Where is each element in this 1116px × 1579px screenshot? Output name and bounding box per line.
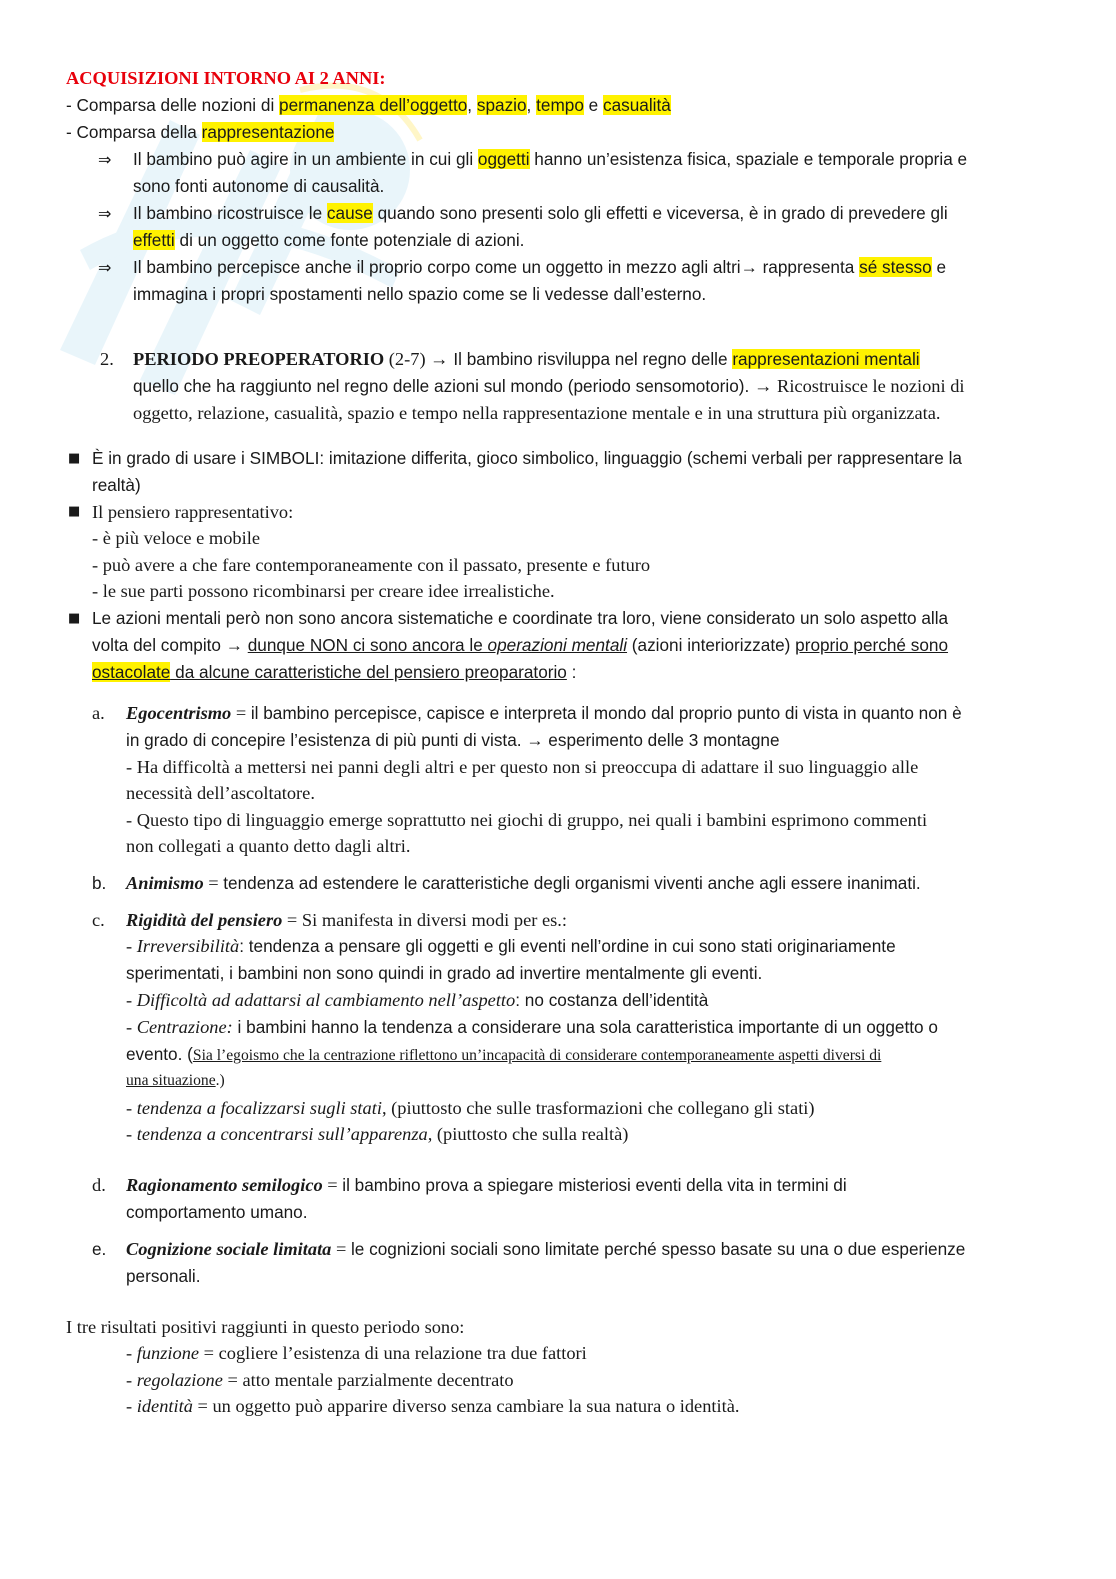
arrow-item-3: ⇒ Il bambino percepisce anche il proprio corpo come un oggetto in mezzo agli altri→ rappresenta sé stesso e immagina i propri spostamenti nello spazio come se li vedesse dall’esterno. bbox=[66, 254, 1056, 308]
intro-line-2: - Comparsa della rappresentazione bbox=[66, 122, 335, 142]
list-item-cognizione: e. Cognizione sociale limitata = le cognizioni sociali sono limitate perché spesso basate su una o due esperienze personali. bbox=[92, 1238, 966, 1286]
list-item-rigidita: c. Rigidità del pensiero = Si manifesta in diversi modi per es.: - Irreversibilità: tendenza a pensare gli oggetti e gli eventi nell’ordine in cui sono stati originariamente sperimentati, i bambini non sono quindi in grado ad invertire mentalmente gli eventi. - Difficoltà ad adattarsi al cambiamento nell’aspetto: no costanza dell’identità - Centrazione: i bambini hanno la tendenza a considerare una sola caratteristica importante di un oggetto o evento. (Sia l’egoismo che la centrazione riflettono un’incapacità di considerare contemporaneamente aspetti diversi di una situazione.) - tendenza a focalizzarsi sugli stati, (piuttosto che sulle trasformazioni che collegano gli stati) - tendenza a concentrarsi sull’apparenza, (piuttosto che sulla realtà) bbox=[92, 909, 938, 1144]
square-bullet-icon: ■ bbox=[68, 450, 81, 466]
bullet-item-3: ■ Le azioni mentali però non sono ancora sistematiche e coordinate tra loro, viene considerato un solo aspetto alla volta del compito → dunque NON ci sono ancora le operazioni mentali (azioni interiorizzate) proprio perché sono ostacolate da alcune caratteristiche del pensiero preoparatorio : bbox=[66, 605, 1056, 686]
implies-arrow-icon: ⇒ bbox=[98, 258, 112, 277]
right-arrow-icon: → bbox=[225, 634, 243, 655]
square-bullet-icon: ■ bbox=[68, 610, 81, 626]
bullet-item-1: ■ È in grado di usare i SIMBOLI: imitazione differita, gioco simbolico, linguaggio (schemi verbali per rappresentare la realtà) bbox=[66, 445, 1056, 499]
list-item-egocentrismo: a. Egocentrismo = il bambino percepisce, capisce e interpreta il mondo dal proprio punto di vista in quanto non è in grado di concepire l’esistenza di più punti di vista. → esperimento delle 3 montagne - Ha difficoltà a mettersi nei panni degli altri e per questo non si preoccupa di adattare il suo linguaggio alle necessità dell’ascoltatore. - Questo tipo di linguaggio emerge soprattutto nei giochi di gruppo, nei quali i bambini esprimono commenti non collegati a quanto detto dagli altri. bbox=[92, 702, 962, 856]
period-section: 2. PERIODO PREOPERATORIO (2-7) → Il bambino risviluppa nel regno delle rappresentazioni mentali quello che ha raggiunto nel regno delle azioni sul mondo (periodo sensomotorio). → Ricostruisce le nozioni di oggetto, relazione, casualità, spazio e tempo nella rappresentazione mentale e in una struttura più organizzata. bbox=[66, 346, 1056, 427]
right-arrow-icon: → bbox=[740, 257, 758, 277]
square-bullet-icon: ■ bbox=[68, 503, 81, 519]
right-arrow-icon: → bbox=[430, 349, 449, 369]
section-heading: ACQUISIZIONI INTORNO AI 2 ANNI: bbox=[66, 68, 386, 88]
results-section: I tre risultati positivi raggiunti in questo periodo sono: - funzione = cogliere l’esistenza di una relazione tra due fattori - regolazione = atto mentale parzialmente decentrato - identità = un oggetto può apparire diverso senza cambiare la sua natura o identità. bbox=[66, 1316, 740, 1416]
implies-arrow-icon: ⇒ bbox=[98, 150, 112, 169]
arrow-item-1: ⇒ Il bambino può agire in un ambiente in cui gli oggetti hanno un’esistenza fisica, spaziale e temporale propria e sono fonti autonome di causalità. bbox=[66, 146, 1056, 200]
right-arrow-icon: → bbox=[526, 729, 544, 750]
right-arrow-icon: → bbox=[754, 376, 773, 396]
period-number: 2. bbox=[100, 349, 114, 369]
period-title: PERIODO PREOPERATORIO bbox=[133, 349, 385, 369]
list-item-animismo: b. Animismo = tendenza ad estendere le caratteristiche degli organismi viventi anche agli essere inanimati. bbox=[92, 872, 921, 893]
list-item-ragionamento: d. Ragionamento semilogico = il bambino prova a spiegare misteriosi eventi della vita in termini di comportamento umano. bbox=[92, 1174, 847, 1222]
implies-arrow-icon: ⇒ bbox=[98, 204, 112, 223]
bullet-item-2: ■ Il pensiero rappresentativo: - è più veloce e mobile - può avere a che fare contemporaneamente con il passato, presente e futuro - le sue parti possono ricombinarsi per creare idee irrealistiche. bbox=[66, 499, 1056, 605]
arrow-item-2: ⇒ Il bambino ricostruisce le cause quando sono presenti solo gli effetti e viceversa, è in grado di prevedere gli effetti di un oggetto come fonte potenziale di azioni. bbox=[66, 200, 1056, 254]
intro-line-1: - Comparsa delle nozioni di permanenza dell’oggetto, spazio, tempo e casualità bbox=[66, 95, 671, 115]
